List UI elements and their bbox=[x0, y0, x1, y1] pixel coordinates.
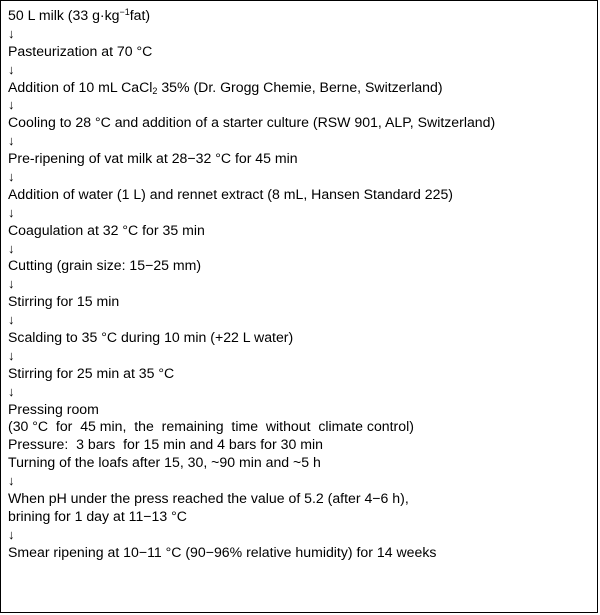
step-pressing-turning: Turning of the loafs after 15, 30, ~90 min and ~5 h bbox=[8, 454, 321, 471]
step-cacl2-text-end: 35% (Dr. Grogg Chemie, Berne, Switzerland) bbox=[157, 78, 443, 95]
step-pre-ripening: Pre-ripening of vat milk at 28−32 °C for 45 min bbox=[8, 150, 298, 167]
step-cutting: Cutting (grain size: 15−25 mm) bbox=[8, 257, 202, 274]
step-milk bbox=[8, 7, 596, 25]
step-smear-ripening: Smear ripening at 10−11 °C (90−96% relative humidity) for 14 weeks bbox=[8, 543, 437, 560]
step-stirring-2: Stirring for 25 min at 35 °C bbox=[8, 364, 175, 381]
down-arrow-icon: ↓ bbox=[8, 133, 15, 149]
down-arrow-icon: ↓ bbox=[8, 25, 15, 41]
step-milk-text: 50 L milk (33 g·kg bbox=[8, 7, 120, 23]
down-arrow-icon: ↓ bbox=[8, 240, 15, 256]
step-cacl2 bbox=[8, 79, 596, 97]
step-milk-text-end: fat) bbox=[129, 7, 151, 23]
step-pressing-conditions: (30 °C for 45 min, the remaining time without climate control) bbox=[8, 418, 414, 435]
step-stirring-1: Stirring for 15 min bbox=[8, 293, 120, 310]
step-brining-condition: When pH under the press reached the value of 5.2 (after 4−6 h), bbox=[8, 490, 409, 507]
down-arrow-icon: ↓ bbox=[8, 312, 15, 328]
step-coagulation: Coagulation at 32 °C for 35 min bbox=[8, 221, 205, 238]
down-arrow-icon: ↓ bbox=[8, 383, 15, 399]
down-arrow-icon: ↓ bbox=[8, 97, 15, 113]
step-cacl2-subscript: 2 bbox=[152, 85, 158, 96]
down-arrow-icon: ↓ bbox=[8, 526, 15, 542]
step-pressing-title: Pressing room bbox=[8, 400, 99, 417]
down-arrow-icon: ↓ bbox=[8, 169, 15, 185]
step-milk-superscript: −1 bbox=[119, 7, 130, 17]
step-cooling: Cooling to 28 °C and addition of a starter culture (RSW 901, ALP, Switzerland) bbox=[8, 114, 496, 131]
step-cacl2-text: Addition of 10 mL CaCl bbox=[8, 78, 153, 95]
step-pasteurization: Pasteurization at 70 °C bbox=[8, 42, 153, 59]
down-arrow-icon: ↓ bbox=[8, 204, 15, 220]
down-arrow-icon: ↓ bbox=[8, 347, 15, 363]
down-arrow-icon: ↓ bbox=[8, 276, 15, 292]
step-pressing-pressure: Pressure: 3 bars for 15 min and 4 bars for 30 min bbox=[8, 436, 323, 453]
cheese-making-flowchart bbox=[8, 7, 596, 562]
down-arrow-icon: ↓ bbox=[8, 61, 15, 77]
step-rennet: Addition of water (1 L) and rennet extract (8 mL, Hansen Standard 225) bbox=[8, 185, 453, 202]
step-scalding: Scalding to 35 °C during 10 min (+22 L water) bbox=[8, 329, 294, 346]
down-arrow-icon: ↓ bbox=[8, 473, 15, 489]
step-brining: brining for 1 day at 11−13 °C bbox=[8, 507, 187, 524]
